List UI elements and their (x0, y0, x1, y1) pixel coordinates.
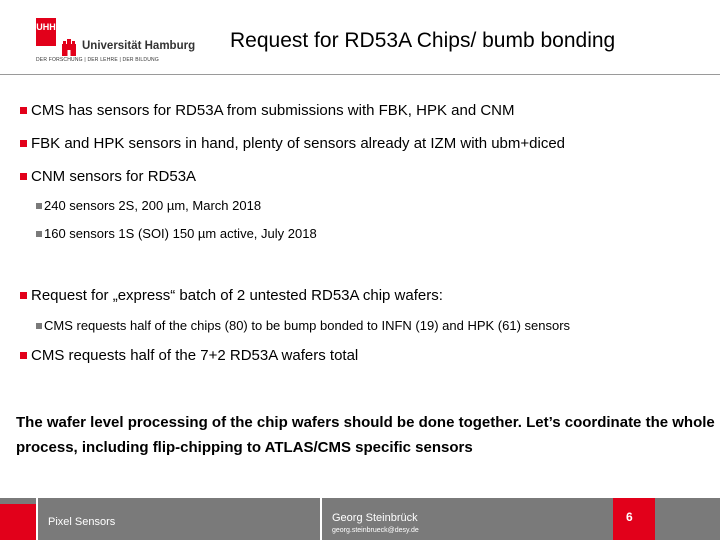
emphasis-statement: The wafer level processing of the chip wafers should be done together. Let’s coordinate the whole process, including flip-chipping to ATLAS/CMS specific sensors (16, 414, 715, 456)
page-number-box (613, 498, 655, 540)
bullet-text: CMS requests half of the 7+2 RD53A wafers total (31, 347, 359, 364)
university-tagline: DER FORSCHUNG | DER LEHRE | DER BILDUNG (36, 57, 159, 63)
bullet-item (20, 135, 565, 152)
bullet-square-icon (20, 292, 27, 299)
sub-bullet-item (36, 226, 317, 241)
footer-author: Georg Steinbrück (332, 512, 418, 524)
footer-section-label: Pixel Sensors (48, 516, 116, 528)
bullet-text: CNM sensors for RD53A (31, 168, 197, 185)
university-name: Universität Hamburg (82, 40, 196, 52)
bullet-item (20, 347, 358, 364)
sub-bullet-square-icon (36, 231, 42, 237)
bullet-item (20, 168, 196, 185)
sub-bullet-square-icon (36, 203, 42, 209)
footer-separator (320, 498, 322, 540)
page-number: 6 (626, 510, 633, 524)
hamburg-crest-icon (60, 38, 78, 56)
sub-bullet-text: 160 sensors 1S (SOI) 150 µm active, July 2018 (44, 226, 317, 241)
bullet-square-icon (20, 140, 27, 147)
footer-separator (36, 498, 38, 540)
bullet-square-icon (20, 173, 27, 180)
sub-bullet-item (36, 198, 261, 213)
bullet-item (20, 287, 443, 304)
bullet-text: CMS has sensors for RD53A from submissions with FBK, HPK and CNM (31, 102, 515, 119)
slide-title: Request for RD53A Chips/ bumb bonding (230, 29, 616, 52)
header-divider (0, 74, 720, 75)
footer-accent-left (0, 504, 36, 540)
bullet-square-icon (20, 352, 27, 359)
bullet-square-icon (20, 107, 27, 114)
uhh-logo-mark: UHH (36, 18, 56, 46)
bullet-item (20, 102, 515, 119)
university-logo (36, 18, 196, 66)
sub-bullet-text: CMS requests half of the chips (80) to be bump bonded to INFN (19) and HPK (61) sensors (44, 318, 571, 333)
sub-bullet-text: 240 sensors 2S, 200 µm, March 2018 (44, 198, 262, 213)
bullet-text: Request for „express“ batch of 2 untested RD53A chip wafers: (31, 287, 443, 304)
sub-bullet-square-icon (36, 323, 42, 329)
sub-bullet-item (36, 318, 570, 333)
bullet-text: FBK and HPK sensors in hand, plenty of sensors already at IZM with ubm+diced (31, 135, 566, 152)
footer-email: georg.steinbrueck@desy.de (332, 527, 419, 534)
